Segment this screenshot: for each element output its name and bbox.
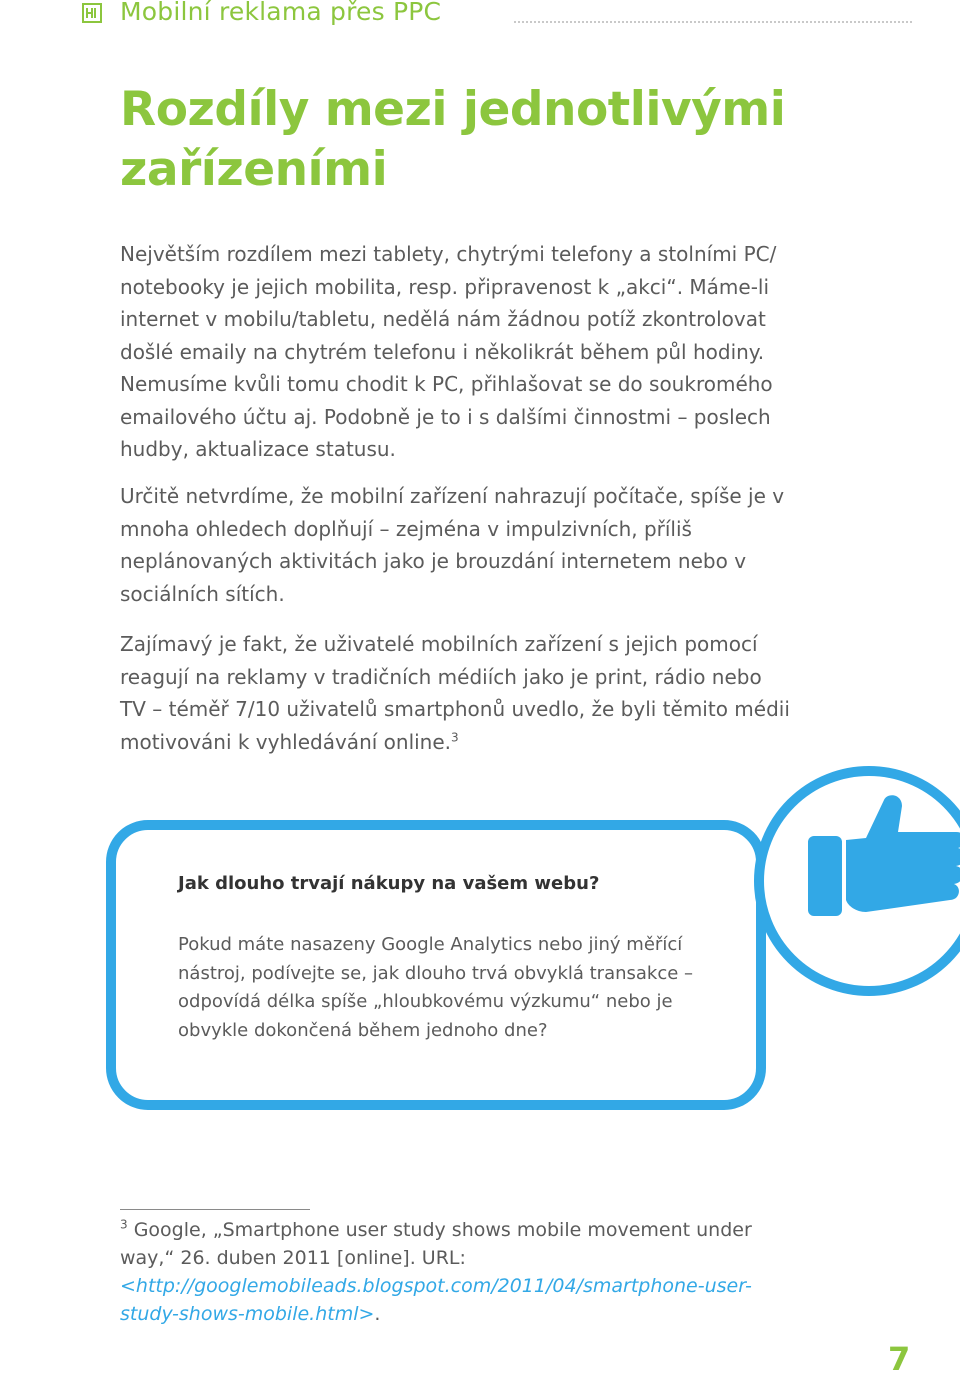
thumbs-up-icon: [806, 792, 960, 926]
page-header: [82, 0, 912, 32]
page-number: 7: [888, 1340, 911, 1378]
footnote-rule: [120, 1209, 310, 1210]
tip-text: Pokud máte nasazeny Google Analytics nebo jiný měřící nástroj, podívejte se, jak dlouho trvá obvyklá transakce – odpovídá délka spíše „hloubkovému výzkumu“ nebo je obvykle dokončená během jednoho dne?: [178, 934, 694, 1041]
header-title: Mobilní reklama přes PPC: [120, 0, 442, 26]
paragraph-3-text: Zajímavý je fakt, že uživatelé mobilních zařízení s jejich pomocí reagují na reklamy v tradičních médiích jako je print, rádio nebo TV – téměř 7/10 uživatelů smartphonů uvedlo, že byli těmito médii motivováni k vyhledávání online.: [120, 632, 790, 754]
footnote-text: Google, „Smartphone user study shows mobile movement under way,“ 26. duben 2011 [online]. URL:: [120, 1219, 752, 1269]
footnote-end: .: [374, 1303, 381, 1325]
page-title: Rozdíly mezi jednotlivými zařízeními: [120, 82, 786, 197]
header-dotted-rule: [514, 21, 912, 23]
tip-title: Jak dlouho trvají nákupy na vašem webu?: [178, 873, 600, 894]
paragraph-2: Určitě netvrdíme, že mobilní zařízení nahrazují počítače, spíše je v mnoha ohledech doplňují – zejména v impulzivních, příliš neplánovaných aktivitách jako je brouzdání internetem nebo v sociálních sítích.: [120, 484, 785, 606]
footnote: [120, 1216, 800, 1328]
footnote-reference: 3: [451, 729, 459, 744]
footnote-number: 3: [120, 1217, 128, 1232]
paragraph-3: [120, 628, 790, 758]
paragraph-1: Největším rozdílem mezi tablety, chytrými telefony a stolními PC/ notebooky je jejich mobilita, resp. připravenost k „akci“. Máme-li internet v mobilu/tabletu, nedělá nám žádnou potíž zkontrolovat došlé emaily na chytrém telefonu i několikrát během půl hodiny. Nemusíme kvůli tomu chodit k PC, přihlašovat se do soukromého emailového účtu aj. Podobně je to i s dalšími činnostmi – poslech hudby, aktualizace statusu.: [120, 242, 777, 461]
book-logo-icon: [82, 3, 102, 23]
footnote-link[interactable]: <http://googlemobileads.blogspot.com/2011/04/smartphone-user-study-shows-mobile.html>: [120, 1275, 752, 1325]
